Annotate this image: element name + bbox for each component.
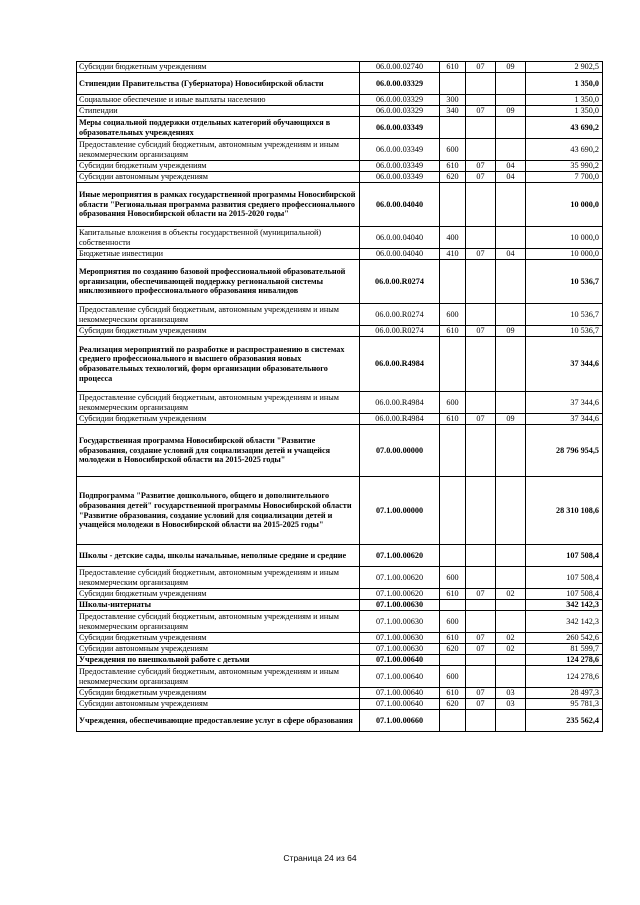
row-name-cell: Меры социальной поддержки отдельных категорий обучающихся в образовательных учреждениях <box>77 117 360 139</box>
row-rz-cell <box>466 666 496 688</box>
row-name-cell: Субсидии бюджетным учреждениям <box>77 161 360 172</box>
row-vr-cell: 600 <box>440 139 466 161</box>
row-pr-cell <box>496 73 526 95</box>
row-name-cell: Школы - детские сады, школы начальные, неполные средние и средние <box>77 545 360 567</box>
row-name-cell: Подпрограмма "Развитие дошкольного, общего и дополнительного образования детей" государственной программы Новосибирской области "Развитие образования, создание условий для социализации детей и учащейся молодежи в Новосибирской области на 2015-2025 годы" <box>77 477 360 545</box>
row-name-cell: Школы-интернаты <box>77 600 360 611</box>
page-footer: Страница 24 из 64 <box>283 853 357 863</box>
row-csr-cell: 07.1.00.00620 <box>360 589 440 600</box>
row-name-cell: Предоставление субсидий бюджетным, автономным учреждениям и иным некоммерческим организациям <box>77 567 360 589</box>
row-sum-cell: 1 350,0 <box>526 73 603 95</box>
row-name-cell: Стипендии Правительства (Губернатора) Новосибирской области <box>77 73 360 95</box>
table-row <box>77 304 603 326</box>
row-sum-cell: 124 278,6 <box>526 666 603 688</box>
row-name-cell: Предоставление субсидий бюджетным, автономным учреждениям и иным некоммерческим организациям <box>77 392 360 414</box>
row-rz-cell: 07 <box>466 62 496 73</box>
row-name-cell: Предоставление субсидий бюджетным, автономным учреждениям и иным некоммерческим организациям <box>77 139 360 161</box>
row-sum-cell: 10 000,0 <box>526 227 603 249</box>
row-pr-cell <box>496 477 526 545</box>
row-sum-cell: 235 562,4 <box>526 710 603 732</box>
row-name-cell: Стипендии <box>77 106 360 117</box>
table-row <box>77 633 603 644</box>
row-rz-cell <box>466 392 496 414</box>
row-pr-cell <box>496 337 526 392</box>
row-csr-cell: 06.0.00.03349 <box>360 161 440 172</box>
row-pr-cell: 03 <box>496 699 526 710</box>
row-pr-cell <box>496 666 526 688</box>
row-sum-cell: 43 690,2 <box>526 139 603 161</box>
table-row <box>77 337 603 392</box>
table-row <box>77 477 603 545</box>
row-name-cell: Предоставление субсидий бюджетным, автономным учреждениям и иным некоммерческим организациям <box>77 611 360 633</box>
row-pr-cell: 02 <box>496 589 526 600</box>
table-row <box>77 710 603 732</box>
row-csr-cell: 07.1.00.00630 <box>360 600 440 611</box>
table-row <box>77 260 603 304</box>
row-name-cell: Социальное обеспечение и иные выплаты населению <box>77 95 360 106</box>
row-sum-cell: 95 781,3 <box>526 699 603 710</box>
table-row <box>77 73 603 95</box>
row-pr-cell <box>496 95 526 106</box>
row-pr-cell <box>496 567 526 589</box>
row-csr-cell: 07.1.00.00630 <box>360 644 440 655</box>
table-row <box>77 392 603 414</box>
table-row <box>77 139 603 161</box>
row-pr-cell: 04 <box>496 161 526 172</box>
row-csr-cell: 07.1.00.00640 <box>360 655 440 666</box>
row-csr-cell: 06.0.00.R4984 <box>360 392 440 414</box>
row-csr-cell: 07.1.00.00000 <box>360 477 440 545</box>
row-rz-cell: 07 <box>466 249 496 260</box>
row-pr-cell: 09 <box>496 62 526 73</box>
row-pr-cell: 09 <box>496 414 526 425</box>
row-csr-cell: 07.1.00.00640 <box>360 699 440 710</box>
table-row <box>77 688 603 699</box>
row-vr-cell: 600 <box>440 611 466 633</box>
table-row <box>77 414 603 425</box>
row-vr-cell: 300 <box>440 95 466 106</box>
row-sum-cell: 43 690,2 <box>526 117 603 139</box>
row-csr-cell: 07.1.00.00630 <box>360 611 440 633</box>
row-csr-cell: 07.1.00.00620 <box>360 567 440 589</box>
table-row <box>77 567 603 589</box>
table-row <box>77 326 603 337</box>
row-rz-cell <box>466 425 496 477</box>
row-name-cell: Субсидии бюджетным учреждениям <box>77 633 360 644</box>
row-csr-cell: 06.0.00.R4984 <box>360 337 440 392</box>
row-sum-cell: 28 796 954,5 <box>526 425 603 477</box>
table-row <box>77 106 603 117</box>
row-csr-cell: 06.0.00.R0274 <box>360 326 440 337</box>
row-pr-cell: 09 <box>496 106 526 117</box>
table-row <box>77 249 603 260</box>
row-pr-cell: 02 <box>496 644 526 655</box>
row-vr-cell: 410 <box>440 249 466 260</box>
row-rz-cell <box>466 183 496 227</box>
row-csr-cell: 07.0.00.00000 <box>360 425 440 477</box>
row-name-cell: Предоставление субсидий бюджетным, автономным учреждениям и иным некоммерческим организациям <box>77 304 360 326</box>
row-pr-cell <box>496 260 526 304</box>
table-row <box>77 95 603 106</box>
row-rz-cell <box>466 260 496 304</box>
row-rz-cell: 07 <box>466 688 496 699</box>
row-sum-cell: 81 599,7 <box>526 644 603 655</box>
row-rz-cell <box>466 95 496 106</box>
row-csr-cell: 06.0.00.03329 <box>360 73 440 95</box>
row-vr-cell: 610 <box>440 414 466 425</box>
row-sum-cell: 28 310 108,6 <box>526 477 603 545</box>
row-name-cell: Учреждения по внешкольной работе с детьми <box>77 655 360 666</box>
table-row <box>77 227 603 249</box>
table-row <box>77 644 603 655</box>
row-sum-cell: 107 508,4 <box>526 567 603 589</box>
row-vr-cell: 610 <box>440 161 466 172</box>
row-vr-cell <box>440 477 466 545</box>
row-vr-cell: 600 <box>440 567 466 589</box>
row-pr-cell <box>496 655 526 666</box>
row-name-cell: Субсидии бюджетным учреждениям <box>77 326 360 337</box>
row-name-cell: Реализация мероприятий по разработке и распространению в системах среднего профессионального и высшего образования новых образовательных технологий, форм организации образовательного процесса <box>77 337 360 392</box>
table-row <box>77 183 603 227</box>
row-vr-cell <box>440 260 466 304</box>
row-csr-cell: 07.1.00.00660 <box>360 710 440 732</box>
row-sum-cell: 10 000,0 <box>526 249 603 260</box>
table-row <box>77 172 603 183</box>
table-row <box>77 655 603 666</box>
row-name-cell: Капитальные вложения в объекты государственной (муниципальной) собственности <box>77 227 360 249</box>
row-rz-cell: 07 <box>466 633 496 644</box>
row-rz-cell <box>466 710 496 732</box>
row-sum-cell: 10 536,7 <box>526 304 603 326</box>
row-csr-cell: 06.0.00.R0274 <box>360 260 440 304</box>
row-vr-cell: 610 <box>440 633 466 644</box>
row-csr-cell: 06.0.00.R4984 <box>360 414 440 425</box>
table-row <box>77 666 603 688</box>
row-vr-cell: 600 <box>440 666 466 688</box>
row-vr-cell <box>440 655 466 666</box>
row-sum-cell: 10 000,0 <box>526 183 603 227</box>
row-pr-cell <box>496 304 526 326</box>
row-sum-cell: 37 344,6 <box>526 337 603 392</box>
row-rz-cell: 07 <box>466 172 496 183</box>
row-csr-cell: 06.0.00.03349 <box>360 117 440 139</box>
row-rz-cell <box>466 477 496 545</box>
budget-table <box>76 61 603 732</box>
table-row <box>77 600 603 611</box>
row-sum-cell: 342 142,3 <box>526 611 603 633</box>
row-csr-cell: 06.0.00.03349 <box>360 172 440 183</box>
row-vr-cell <box>440 545 466 567</box>
row-pr-cell <box>496 611 526 633</box>
row-pr-cell <box>496 545 526 567</box>
row-vr-cell <box>440 425 466 477</box>
row-pr-cell <box>496 710 526 732</box>
row-vr-cell: 340 <box>440 106 466 117</box>
table-row <box>77 117 603 139</box>
row-csr-cell: 06.0.00.02740 <box>360 62 440 73</box>
row-vr-cell: 610 <box>440 589 466 600</box>
row-sum-cell: 35 990,2 <box>526 161 603 172</box>
row-sum-cell: 1 350,0 <box>526 95 603 106</box>
row-vr-cell <box>440 337 466 392</box>
row-csr-cell: 06.0.00.04040 <box>360 183 440 227</box>
row-csr-cell: 06.0.00.04040 <box>360 249 440 260</box>
row-vr-cell: 620 <box>440 644 466 655</box>
row-csr-cell: 06.0.00.04040 <box>360 227 440 249</box>
row-rz-cell <box>466 139 496 161</box>
row-vr-cell <box>440 183 466 227</box>
table-body <box>77 62 603 732</box>
row-name-cell: Субсидии автономным учреждениям <box>77 644 360 655</box>
row-name-cell: Государственная программа Новосибирской области "Развитие образования, создание условий для социализации детей и учащейся молодежи в Новосибирской области на 2015-2025 годы" <box>77 425 360 477</box>
row-name-cell: Предоставление субсидий бюджетным, автономным учреждениям и иным некоммерческим организациям <box>77 666 360 688</box>
row-name-cell: Иные мероприятия в рамках государственной программы Новосибирской области "Региональная программа развития среднего профессионального образования Новосибирской области на 2015-2020 годы" <box>77 183 360 227</box>
row-sum-cell: 10 536,7 <box>526 326 603 337</box>
row-sum-cell: 7 700,0 <box>526 172 603 183</box>
row-csr-cell: 07.1.00.00640 <box>360 666 440 688</box>
row-name-cell: Учреждения, обеспечивающие предоставление услуг в сфере образования <box>77 710 360 732</box>
row-rz-cell: 07 <box>466 106 496 117</box>
table-row <box>77 545 603 567</box>
row-name-cell: Бюджетные инвестиции <box>77 249 360 260</box>
row-sum-cell: 107 508,4 <box>526 545 603 567</box>
row-rz-cell <box>466 567 496 589</box>
table-row <box>77 62 603 73</box>
row-vr-cell: 600 <box>440 304 466 326</box>
row-pr-cell: 04 <box>496 249 526 260</box>
row-sum-cell: 1 350,0 <box>526 106 603 117</box>
row-sum-cell: 28 497,3 <box>526 688 603 699</box>
table-row <box>77 589 603 600</box>
table-row <box>77 425 603 477</box>
row-csr-cell: 06.0.00.03349 <box>360 139 440 161</box>
row-pr-cell <box>496 183 526 227</box>
row-name-cell: Субсидии бюджетным учреждениям <box>77 688 360 699</box>
row-rz-cell: 07 <box>466 699 496 710</box>
row-name-cell: Мероприятия по созданию базовой профессиональной образовательной организации, обеспечивающей поддержку региональной системы инклюзивного профессионального образования инвалидов <box>77 260 360 304</box>
row-sum-cell: 10 536,7 <box>526 260 603 304</box>
row-vr-cell: 620 <box>440 699 466 710</box>
row-csr-cell: 06.0.00.03329 <box>360 106 440 117</box>
row-rz-cell <box>466 227 496 249</box>
row-rz-cell: 07 <box>466 644 496 655</box>
row-rz-cell <box>466 600 496 611</box>
row-rz-cell <box>466 611 496 633</box>
row-rz-cell: 07 <box>466 326 496 337</box>
row-rz-cell <box>466 117 496 139</box>
row-vr-cell <box>440 600 466 611</box>
row-sum-cell: 37 344,6 <box>526 414 603 425</box>
row-rz-cell: 07 <box>466 414 496 425</box>
row-csr-cell: 07.1.00.00640 <box>360 688 440 699</box>
row-name-cell: Субсидии бюджетным учреждениям <box>77 414 360 425</box>
table-row <box>77 611 603 633</box>
table-row <box>77 161 603 172</box>
row-rz-cell <box>466 304 496 326</box>
row-rz-cell <box>466 545 496 567</box>
row-name-cell: Субсидии бюджетным учреждениям <box>77 589 360 600</box>
row-vr-cell <box>440 73 466 95</box>
row-csr-cell: 07.1.00.00620 <box>360 545 440 567</box>
row-vr-cell: 610 <box>440 688 466 699</box>
row-sum-cell: 260 542,6 <box>526 633 603 644</box>
row-rz-cell <box>466 655 496 666</box>
row-vr-cell: 620 <box>440 172 466 183</box>
row-name-cell: Субсидии бюджетным учреждениям <box>77 62 360 73</box>
row-pr-cell <box>496 392 526 414</box>
row-pr-cell: 02 <box>496 633 526 644</box>
row-pr-cell: 03 <box>496 688 526 699</box>
table-row <box>77 699 603 710</box>
row-csr-cell: 06.0.00.03329 <box>360 95 440 106</box>
row-csr-cell: 06.0.00.R0274 <box>360 304 440 326</box>
row-name-cell: Субсидии автономным учреждениям <box>77 699 360 710</box>
row-pr-cell <box>496 425 526 477</box>
row-sum-cell: 2 902,5 <box>526 62 603 73</box>
row-pr-cell: 09 <box>496 326 526 337</box>
row-rz-cell <box>466 337 496 392</box>
row-vr-cell: 610 <box>440 62 466 73</box>
row-rz-cell <box>466 73 496 95</box>
row-pr-cell <box>496 139 526 161</box>
row-rz-cell: 07 <box>466 589 496 600</box>
row-sum-cell: 37 344,6 <box>526 392 603 414</box>
row-pr-cell: 04 <box>496 172 526 183</box>
row-vr-cell: 600 <box>440 392 466 414</box>
row-vr-cell <box>440 710 466 732</box>
row-name-cell: Субсидии автономным учреждениям <box>77 172 360 183</box>
row-vr-cell: 400 <box>440 227 466 249</box>
row-sum-cell: 124 278,6 <box>526 655 603 666</box>
row-rz-cell: 07 <box>466 161 496 172</box>
row-sum-cell: 342 142,3 <box>526 600 603 611</box>
row-pr-cell <box>496 600 526 611</box>
row-pr-cell <box>496 227 526 249</box>
row-vr-cell: 610 <box>440 326 466 337</box>
row-sum-cell: 107 508,4 <box>526 589 603 600</box>
row-csr-cell: 07.1.00.00630 <box>360 633 440 644</box>
row-vr-cell <box>440 117 466 139</box>
row-pr-cell <box>496 117 526 139</box>
